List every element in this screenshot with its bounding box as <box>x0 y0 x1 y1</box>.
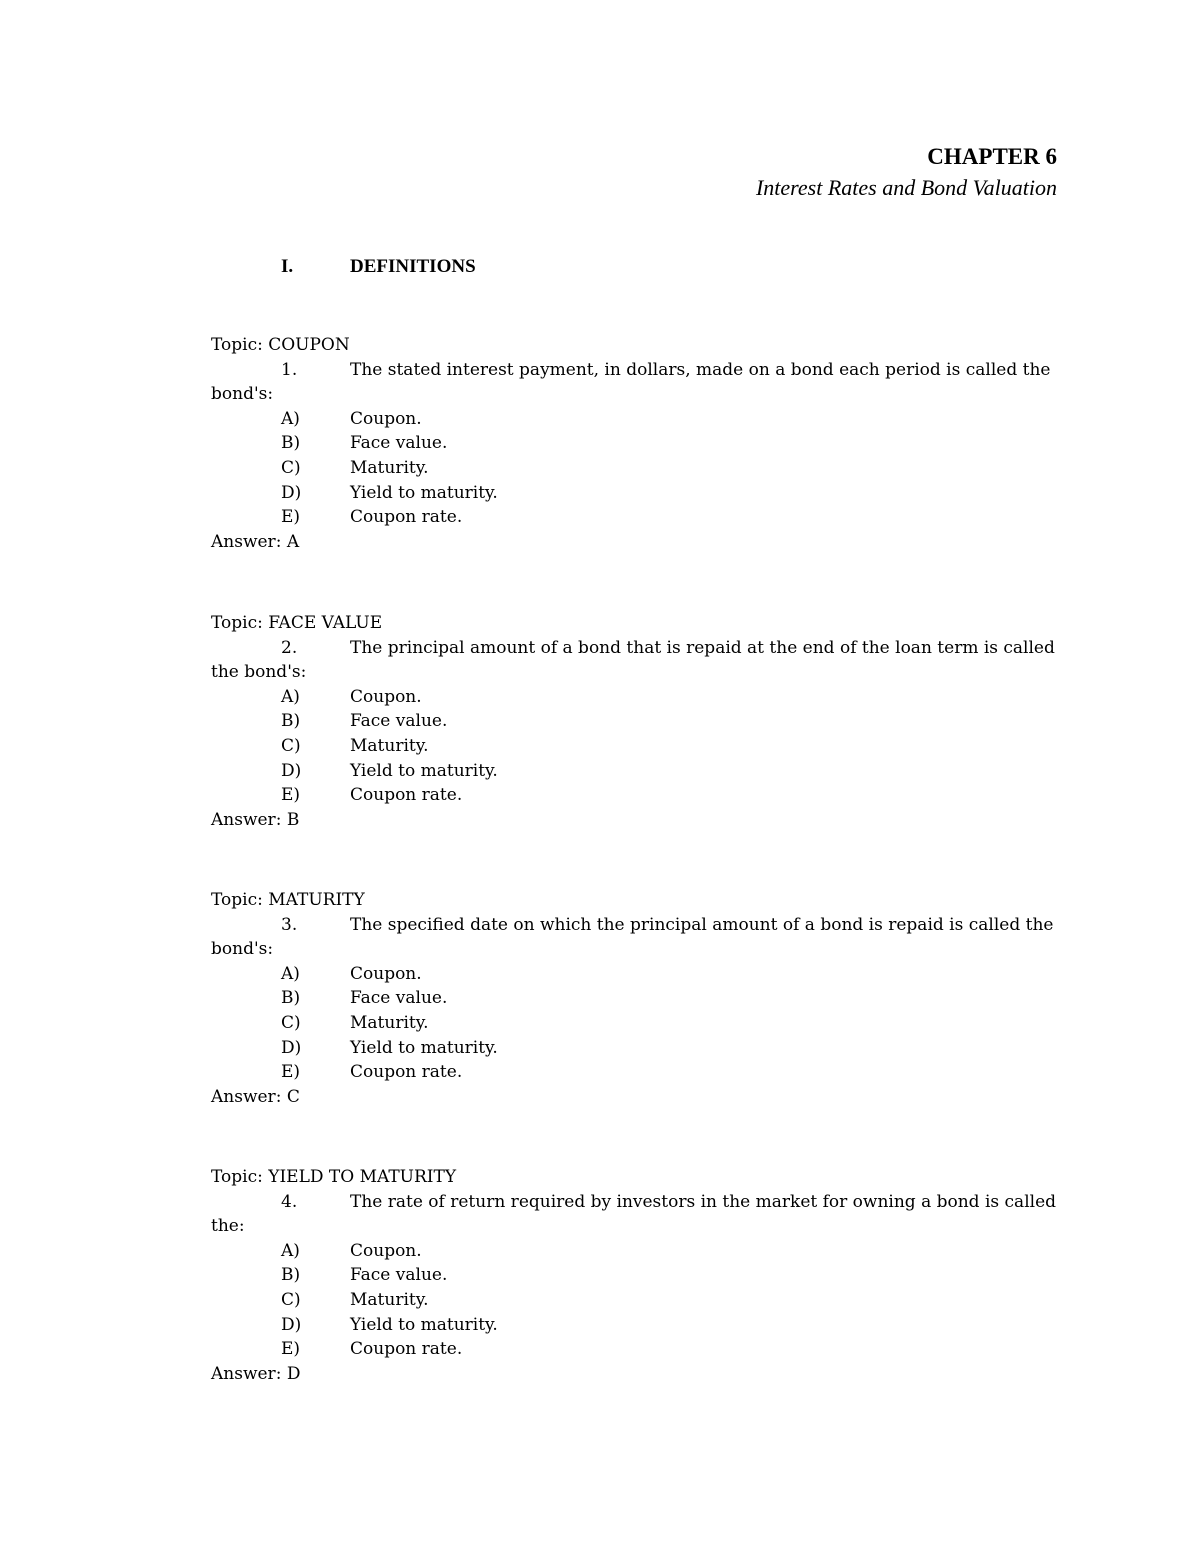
option-letter: C) <box>281 1012 301 1033</box>
option-item <box>211 481 1061 506</box>
question-block <box>211 611 1061 832</box>
option-letter: E) <box>281 785 301 806</box>
question-stem <box>211 636 1061 661</box>
option-letter: B) <box>281 1265 301 1286</box>
question-topic: Topic: COUPON <box>211 335 350 355</box>
question-block <box>211 333 1061 554</box>
option-letter: C) <box>281 1289 301 1310</box>
section-number: I. <box>281 256 294 277</box>
option-item <box>211 1239 1061 1264</box>
option-text: Coupon rate. <box>350 1062 463 1083</box>
chapter-heading <box>756 143 1057 205</box>
option-item <box>211 505 1061 530</box>
question-stem-continuation: bond's: <box>211 939 274 960</box>
option-item <box>211 407 1061 432</box>
question-stem <box>211 913 1061 938</box>
option-item <box>211 783 1061 808</box>
option-text: Maturity. <box>350 1289 429 1310</box>
option-text: Coupon. <box>350 963 422 984</box>
section-heading <box>281 255 476 279</box>
question-number: 4. <box>281 1191 298 1212</box>
option-letter: A) <box>281 1240 300 1261</box>
question-stem-continuation: the bond's: <box>211 662 307 683</box>
option-text: Maturity. <box>350 1012 429 1033</box>
option-text: Coupon rate. <box>350 507 463 528</box>
question-topic: Topic: YIELD TO MATURITY <box>211 1167 457 1187</box>
option-item <box>211 1263 1061 1288</box>
option-letter: C) <box>281 457 301 478</box>
option-item <box>211 1337 1061 1362</box>
question-stem-continuation: the: <box>211 1216 245 1237</box>
option-item <box>211 986 1061 1011</box>
option-item <box>211 1288 1061 1313</box>
option-text: Coupon. <box>350 1240 422 1261</box>
option-letter: A) <box>281 408 300 429</box>
option-item <box>211 1011 1061 1036</box>
answer-line: Answer: A <box>211 531 300 552</box>
option-item <box>211 709 1061 734</box>
question-stem-line: The rate of return required by investors in the market for owning a bond is called <box>350 1191 1057 1212</box>
option-letter: D) <box>281 760 302 781</box>
question-topic: Topic: MATURITY <box>211 890 365 910</box>
question-block <box>211 888 1061 1109</box>
option-item <box>211 962 1061 987</box>
option-text: Coupon. <box>350 408 422 429</box>
answer-line: Answer: D <box>211 1363 301 1384</box>
option-text: Face value. <box>350 711 448 732</box>
option-text: Maturity. <box>350 735 429 756</box>
option-item <box>211 1060 1061 1085</box>
option-text: Yield to maturity. <box>350 1314 498 1335</box>
option-text: Yield to maturity. <box>350 482 498 503</box>
chapter-subtitle: Interest Rates and Bond Valuation <box>755 175 1057 200</box>
question-number: 3. <box>281 914 298 935</box>
option-item <box>211 431 1061 456</box>
chapter-title: CHAPTER 6 <box>927 144 1057 169</box>
option-letter: C) <box>281 735 301 756</box>
option-text: Coupon rate. <box>350 1339 463 1360</box>
option-text: Coupon rate. <box>350 785 463 806</box>
option-letter: B) <box>281 988 301 1009</box>
option-letter: B) <box>281 433 301 454</box>
option-letter: E) <box>281 1339 301 1360</box>
option-item <box>211 759 1061 784</box>
question-number: 1. <box>281 359 298 380</box>
option-item <box>211 456 1061 481</box>
option-text: Face value. <box>350 433 448 454</box>
option-letter: E) <box>281 1062 301 1083</box>
question-stem-continuation: bond's: <box>211 384 274 405</box>
option-text: Yield to maturity. <box>350 1037 498 1058</box>
answer-line: Answer: B <box>211 809 300 830</box>
option-text: Yield to maturity. <box>350 760 498 781</box>
option-item <box>211 1036 1061 1061</box>
question-number: 2. <box>281 637 298 658</box>
question-stem-line: The principal amount of a bond that is repaid at the end of the loan term is called <box>350 637 1055 658</box>
question-block <box>211 1165 1061 1386</box>
option-item <box>211 685 1061 710</box>
option-letter: D) <box>281 482 302 503</box>
option-letter: E) <box>281 507 301 528</box>
option-text: Maturity. <box>350 457 429 478</box>
option-letter: D) <box>281 1314 302 1335</box>
option-text: Coupon. <box>350 686 422 707</box>
option-letter: B) <box>281 711 301 732</box>
option-item <box>211 734 1061 759</box>
section-title: DEFINITIONS <box>350 256 476 277</box>
answer-line: Answer: C <box>211 1086 300 1107</box>
option-letter: D) <box>281 1037 302 1058</box>
question-stem <box>211 1190 1061 1215</box>
option-letter: A) <box>281 963 300 984</box>
option-text: Face value. <box>350 1265 448 1286</box>
question-topic: Topic: FACE VALUE <box>211 613 383 633</box>
option-letter: A) <box>281 686 300 707</box>
question-stem-line: The stated interest payment, in dollars, made on a bond each period is called the <box>350 359 1051 380</box>
question-stem <box>211 358 1061 383</box>
option-item <box>211 1313 1061 1338</box>
question-stem-line: The specified date on which the principal amount of a bond is repaid is called the <box>350 914 1054 935</box>
option-text: Face value. <box>350 988 448 1009</box>
